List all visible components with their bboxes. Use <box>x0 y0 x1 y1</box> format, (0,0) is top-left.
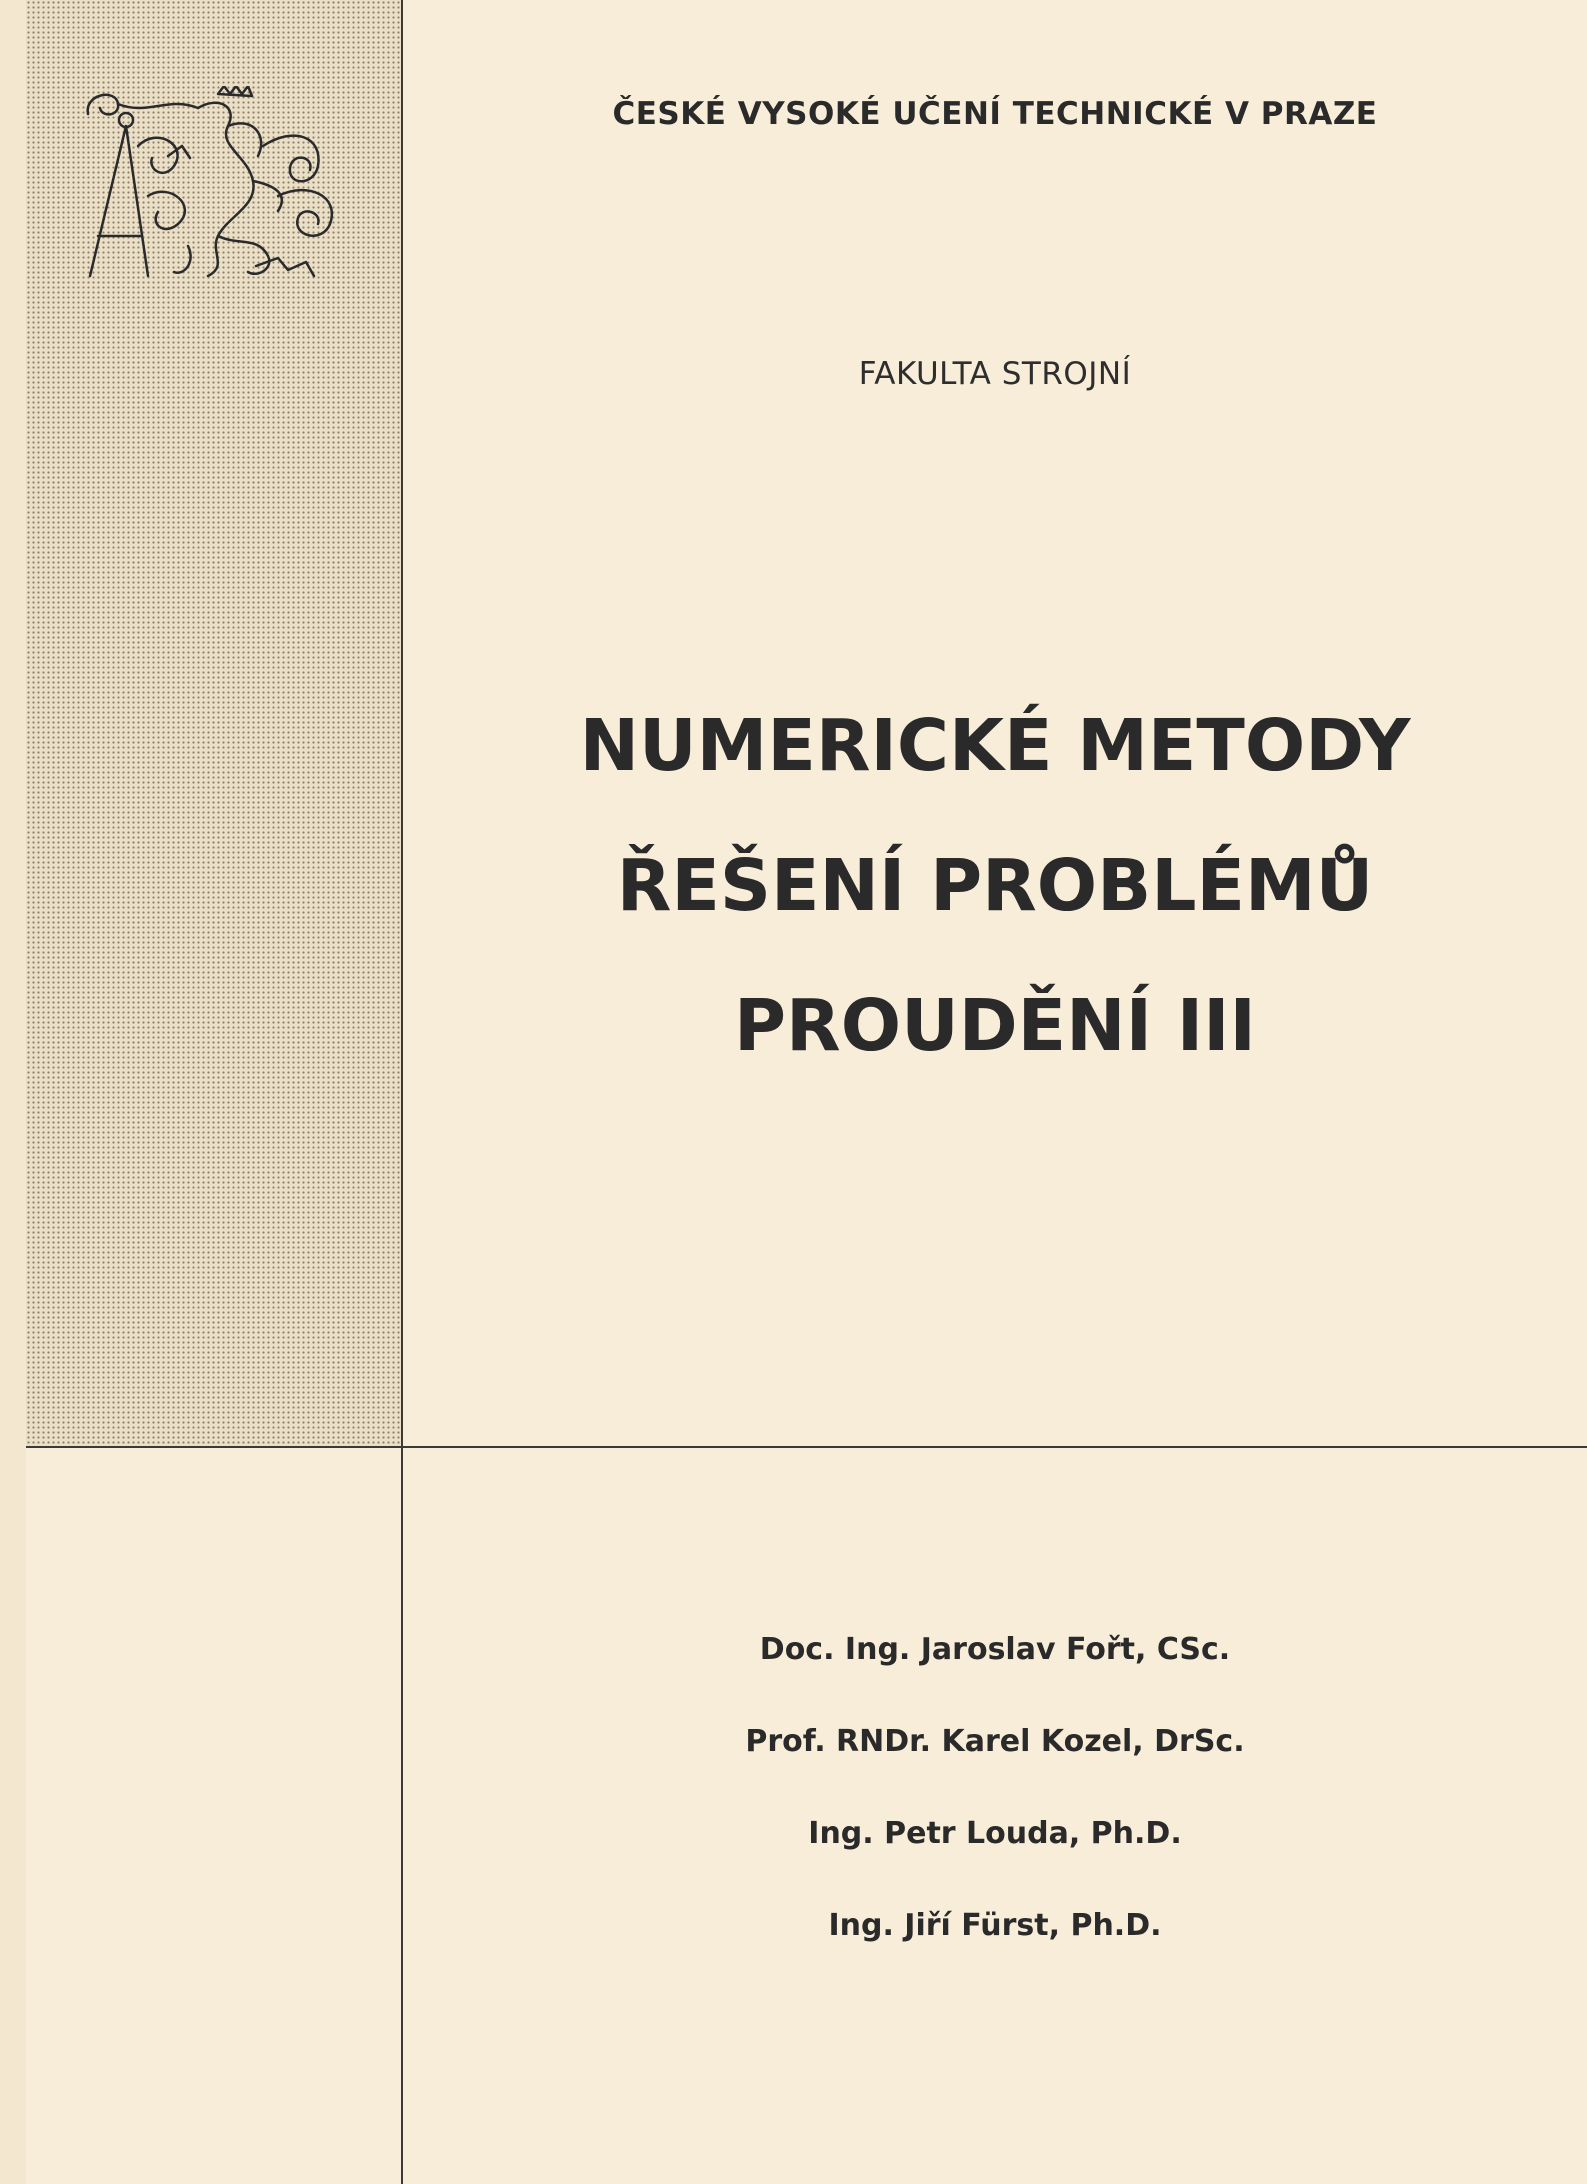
book-title <box>403 676 1587 1096</box>
author-name: Ing. Petr Louda, Ph.D. <box>808 1816 1182 1851</box>
author-name: Ing. Jiří Fürst, Ph.D. <box>828 1908 1162 1943</box>
title-line: NUMERICKÉ METODY <box>579 704 1411 787</box>
left-margin-strip <box>0 0 26 2184</box>
author-list <box>403 1604 1587 1972</box>
title-line: ŘEŠENÍ PROBLÉMŮ <box>616 844 1374 927</box>
faculty-name: FAKULTA STROJNÍ <box>858 356 1132 392</box>
author-name: Prof. RNDr. Karel Kozel, DrSc. <box>745 1724 1245 1759</box>
horizontal-rule <box>26 1446 1587 1448</box>
author-name: Doc. Ing. Jaroslav Fořt, CSc. <box>759 1632 1231 1667</box>
university-name: ČESKÉ VYSOKÉ UČENÍ TECHNICKÉ V PRAZE <box>612 96 1378 132</box>
title-line: PROUDĚNÍ III <box>734 984 1256 1067</box>
ctu-lion-logo-icon <box>78 86 348 286</box>
